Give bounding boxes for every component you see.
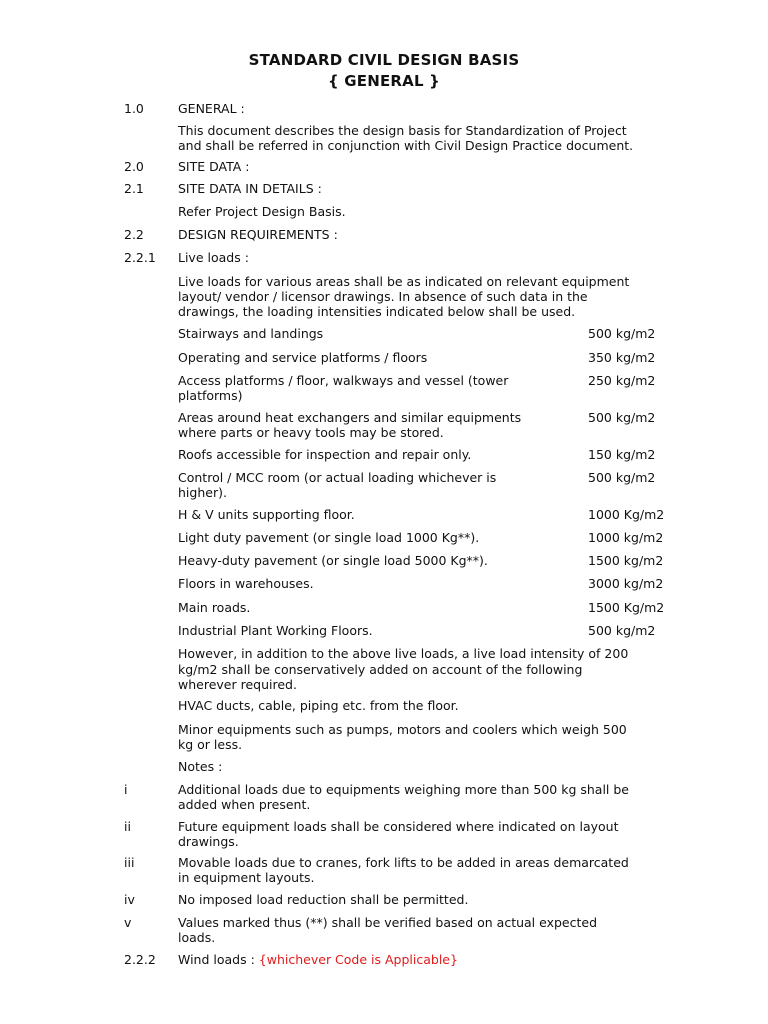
load-area-continued: where parts or heavy tools may be stored. <box>178 425 444 440</box>
section-number-2-2: 2.2 <box>124 227 144 242</box>
wind-loads-code-note: {whichever Code is Applicable} <box>258 952 458 967</box>
section-title-general: GENERAL : <box>178 101 245 116</box>
note-mark: v <box>124 915 132 930</box>
load-area: Areas around heat exchangers and similar equipments <box>178 410 522 425</box>
load-area: Stairways and landings <box>178 326 324 341</box>
load-value: 1000 Kg/m2 <box>588 507 665 522</box>
load-value: 500 kg/m2 <box>588 326 656 341</box>
live-loads-text-line-2: layout/ vendor / licensor drawings. In absence of such data in the <box>178 289 588 304</box>
note-text: No imposed load reduction shall be permitted. <box>178 892 469 907</box>
load-area: Roofs accessible for inspection and repair only. <box>178 447 472 462</box>
wind-loads-label: Wind loads : <box>178 952 255 967</box>
note-text-continued: added when present. <box>178 797 311 812</box>
load-value: 150 kg/m2 <box>588 447 656 462</box>
load-area: Operating and service platforms / floors <box>178 350 428 365</box>
section-title-wind-loads <box>178 952 678 968</box>
note-mark: iv <box>124 892 135 907</box>
load-value: 500 kg/m2 <box>588 470 656 485</box>
load-area-continued: platforms) <box>178 388 243 403</box>
notes-label: Notes : <box>178 759 223 774</box>
load-area: Main roads. <box>178 600 251 615</box>
load-value: 3000 kg/m2 <box>588 576 664 591</box>
section-title-site-data-details: SITE DATA IN DETAILS : <box>178 181 322 196</box>
load-area: H & V units supporting floor. <box>178 507 355 522</box>
live-loads-text-line-1: Live loads for various areas shall be as indicated on relevant equipment <box>178 274 630 289</box>
note-text-continued: loads. <box>178 930 216 945</box>
load-value: 250 kg/m2 <box>588 373 656 388</box>
note-mark: i <box>124 782 128 797</box>
additional-load-line-3: wherever required. <box>178 677 297 692</box>
load-value: 1500 kg/m2 <box>588 553 664 568</box>
note-mark: ii <box>124 819 131 834</box>
additional-load-line-2: kg/m2 shall be conservatively added on account of the following <box>178 662 583 677</box>
load-value: 500 kg/m2 <box>588 623 656 638</box>
additional-load-line-1: However, in addition to the above live loads, a live load intensity of 200 <box>178 646 629 661</box>
load-area: Heavy-duty pavement (or single load 5000 Kg**). <box>178 553 488 568</box>
general-text-line-2: and shall be referred in conjunction with Civil Design Practice document. <box>178 138 634 153</box>
section-title-design-requirements: DESIGN REQUIREMENTS : <box>178 227 338 242</box>
section-number-2-1: 2.1 <box>124 181 144 196</box>
load-area: Access platforms / floor, walkways and vessel (tower <box>178 373 509 388</box>
document-title: STANDARD CIVIL DESIGN BASIS <box>248 51 520 69</box>
section-title-live-loads: Live loads : <box>178 250 249 265</box>
minor-equipment-line-1: Minor equipments such as pumps, motors and coolers which weigh 500 <box>178 722 627 737</box>
section-number-2-2-1: 2.2.1 <box>124 250 156 265</box>
section-number-1: 1.0 <box>124 101 144 116</box>
section-number-2-2-2: 2.2.2 <box>124 952 156 967</box>
minor-equipment-line-2: kg or less. <box>178 737 243 752</box>
load-area-continued: higher). <box>178 485 227 500</box>
live-loads-text-line-3: drawings, the loading intensities indicated below shall be used. <box>178 304 576 319</box>
note-text: Future equipment loads shall be considered where indicated on layout <box>178 819 619 834</box>
section-number-2: 2.0 <box>124 159 144 174</box>
note-text: Values marked thus (**) shall be verified based on actual expected <box>178 915 598 930</box>
load-area: Control / MCC room (or actual loading whichever is <box>178 470 497 485</box>
load-value: 1000 kg/m2 <box>588 530 664 545</box>
load-area: Light duty pavement (or single load 1000 Kg**). <box>178 530 480 545</box>
general-text-line-1: This document describes the design basis for Standardization of Project <box>178 123 627 138</box>
note-text-continued: in equipment layouts. <box>178 870 315 885</box>
load-area: Floors in warehouses. <box>178 576 314 591</box>
note-text: Movable loads due to cranes, fork lifts to be added in areas demarcated <box>178 855 629 870</box>
load-value: 1500 Kg/m2 <box>588 600 665 615</box>
hvac-text: HVAC ducts, cable, piping etc. from the floor. <box>178 698 459 713</box>
note-text: Additional loads due to equipments weighing more than 500 kg shall be <box>178 782 629 797</box>
note-text-continued: drawings. <box>178 834 239 849</box>
load-value: 350 kg/m2 <box>588 350 656 365</box>
section-title-site-data: SITE DATA : <box>178 159 250 174</box>
document-subtitle: { GENERAL } <box>327 72 441 90</box>
note-mark: iii <box>124 855 135 870</box>
site-data-text: Refer Project Design Basis. <box>178 204 346 219</box>
load-area: Industrial Plant Working Floors. <box>178 623 373 638</box>
load-value: 500 kg/m2 <box>588 410 656 425</box>
